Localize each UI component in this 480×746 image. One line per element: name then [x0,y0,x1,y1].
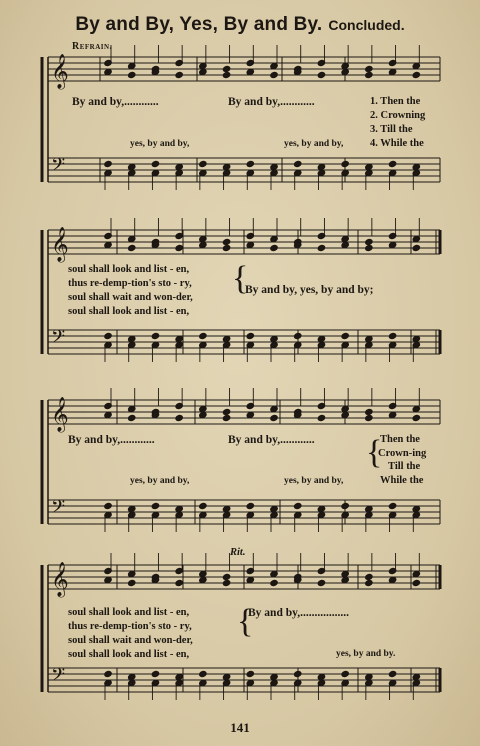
verse-cue-s3-4: While the [380,475,424,486]
rit-marking: Rit. [230,547,246,558]
verse-line-2: thus re-demp-tion's sto - ry, [68,278,192,289]
verse-brace: { [232,260,249,297]
verse-4-cue: 4. While the [370,138,424,149]
verse-2-cue: 2. Crowning [370,110,426,121]
verse-line-3: soul shall wait and won-der, [68,292,193,303]
echo-s1-a: yes, by and by, [130,139,190,149]
page-number: 141 [230,720,250,735]
svg-text:𝄢: 𝄢 [51,665,66,690]
svg-text:𝄞: 𝄞 [51,397,69,432]
echo-s1-b: yes, by and by, [284,139,344,149]
verse-cue-s3-3: Till the [388,461,421,472]
verse-line-s4-4: soul shall look and list - en, [68,649,190,660]
title-text: By and By, Yes, By and By. [75,14,323,35]
verse-line-s4-2: thus re-demp-tion's sto - ry, [68,621,192,632]
refrain-label: Refrain. [72,41,113,52]
verse-cue-s3-1: Then the [380,434,420,445]
echo-s3-b: yes, by and by, [284,476,344,486]
verse-line-1: soul shall look and list - en, [68,264,190,275]
verse-3-cue: 3. Till the [370,124,413,135]
title-suffix: Concluded. [328,17,405,33]
svg-text:𝄢: 𝄢 [51,497,66,522]
svg-text:𝄞: 𝄞 [51,227,69,262]
svg-text:𝄞: 𝄞 [51,54,69,89]
verse-1-cue: 1. Then the [370,96,421,107]
verse-brace-s4: { [237,603,254,640]
svg-text:𝄞: 𝄞 [51,562,69,597]
lyric-s1-b: By and by,............ [228,96,315,108]
lyric-s2-continuation: By and by, yes, by and by; [245,284,374,296]
verse-line-s4-1: soul shall look and list - en, [68,607,190,618]
lyric-s3-b: By and by,............ [228,434,315,446]
lyric-s4-continuation: By and by,................. [248,607,349,619]
svg-text:𝄢: 𝄢 [51,155,66,180]
verse-line-4: soul shall look and list - en, [68,306,190,317]
verse-line-s4-3: soul shall wait and won-der, [68,635,193,646]
verse-cue-s3-2: Crown-ing [378,448,427,459]
echo-s3-a: yes, by and by, [130,476,190,486]
echo-s4: yes, by and by. [336,649,396,659]
verse-brace-s3: { [366,434,383,471]
svg-text:𝄢: 𝄢 [51,327,66,352]
lyric-s1-a: By and by,............ [72,96,159,108]
lyric-s3-a: By and by,............ [68,434,155,446]
